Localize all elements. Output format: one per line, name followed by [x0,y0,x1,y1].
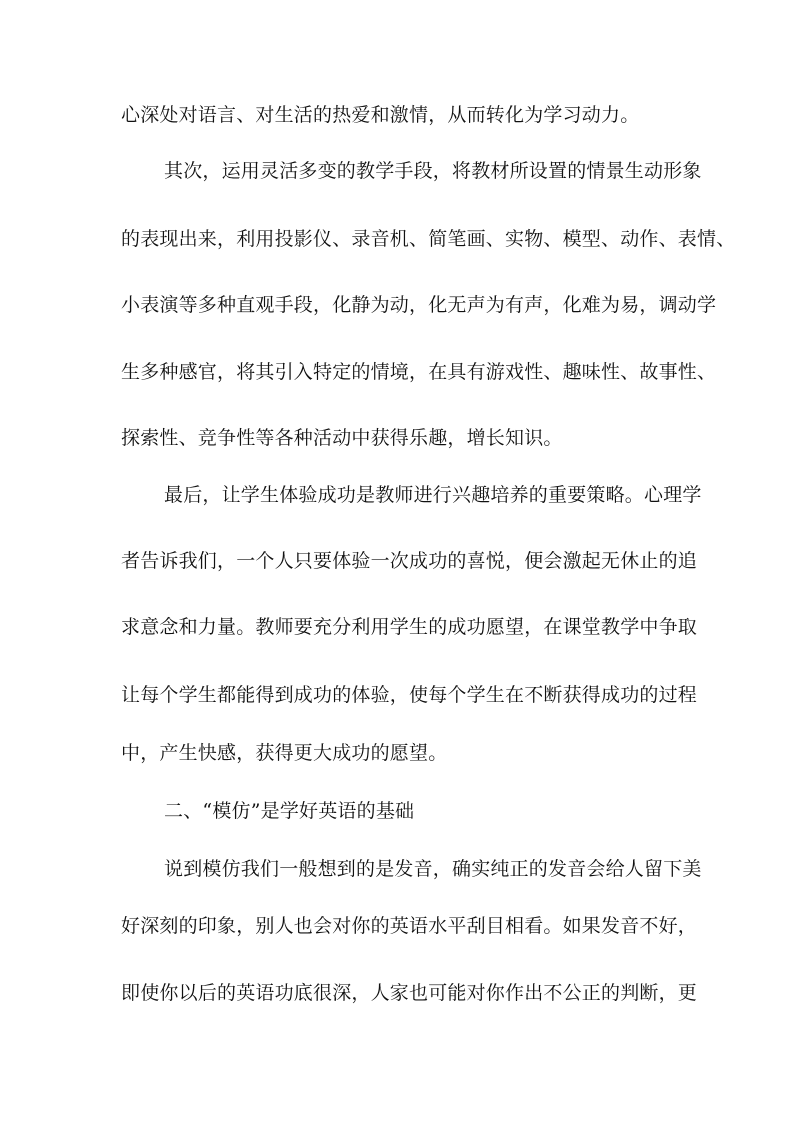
section-heading: 二、“模仿”是学好英语的基础 [164,800,415,822]
text-line: 即使你以后的英语功底很深，人家也可能对你作出不公正的判断，更 [121,982,698,1004]
text-line: 中，产生快感，获得更大成功的愿望。 [121,742,448,764]
text-line: 小表演等多种直观手段，化静为动，化无声为有声，化难为易，调动学 [121,294,717,316]
text-line: 好深刻的印象，别人也会对你的英语水平刮目相看。如果发音不好， [121,915,698,937]
text-line: 生多种感官，将其引入特定的情境，在具有游戏性、趣味性、故事性、 [121,361,717,383]
text-line: 心深处对语言、对生活的热爱和激情，从而转化为学习动力。 [121,104,640,126]
paragraph-first-line: 最后，让学生体验成功是教师进行兴趣培养的重要策略。心理学 [164,484,702,506]
paragraph-first-line: 其次，运用灵活多变的教学手段，将教材所设置的情景生动形象 [164,160,702,182]
text-line: 求意念和力量。教师要充分利用学生的成功愿望，在课堂教学中争取 [121,616,698,638]
text-line: 者告诉我们，一个人只要体验一次成功的喜悦，便会激起无休止的追 [121,550,698,572]
text-line: 让每个学生都能得到成功的体验，使每个学生在不断获得成功的过程 [121,684,698,706]
paragraph-first-line: 说到模仿我们一般想到的是发音，确实纯正的发音会给人留下美 [164,858,702,880]
text-line: 的表现出来，利用投影仪、录音机、简笔画、实物、模型、动作、表情、 [121,228,736,250]
text-line: 探索性、竞争性等各种活动中获得乐趣，增长知识。 [121,427,563,449]
